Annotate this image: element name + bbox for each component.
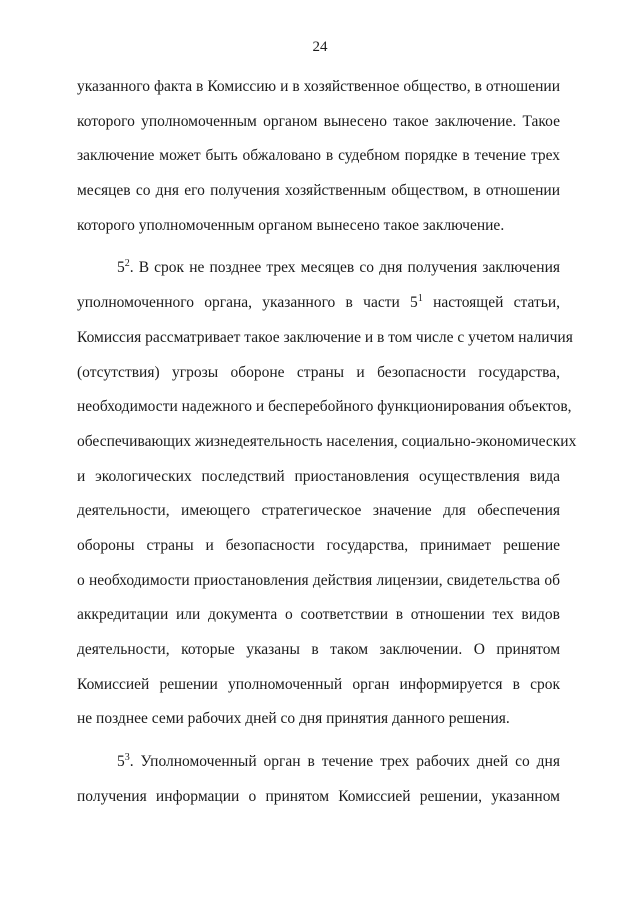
text-line: которого уполномоченным органом вынесено такое заключение. [77, 216, 505, 234]
paragraph-number: 5 [117, 753, 125, 771]
paragraph-number-superscript: 2 [124, 258, 130, 270]
text-line [77, 255, 560, 290]
text-line: деятельности, которые указаны в таком заключении. О принятом [77, 641, 560, 658]
text-line: обеспечивающих жизнедеятельность населения, социально-экономических [77, 432, 577, 450]
document-body [77, 74, 577, 818]
line-text: . В срок не позднее трех месяцев со дня получения заключения [129, 259, 560, 277]
text-line: указанного факта в Комиссию и в хозяйственное общество, в отношении [77, 78, 560, 95]
paragraph-continuation [77, 74, 560, 247]
text-line: о необходимости приостановления действия лицензии, свидетельства об [77, 571, 560, 589]
paragraph-5-2 [77, 255, 577, 741]
paragraph-5-3 [77, 749, 560, 818]
text-line: месяцев со дня его получения хозяйственным обществом, в отношении [77, 182, 560, 200]
reference-superscript: 1 [417, 293, 423, 305]
text-line [77, 749, 560, 784]
line-text: уполномоченного органа, указанного в части 5 [77, 294, 418, 312]
text-line: Комиссия рассматривает такое заключение и в том числе с учетом наличия [77, 328, 573, 346]
text-line [77, 290, 560, 325]
line-text: настоящей статьи, [422, 294, 561, 312]
text-line: не позднее семи рабочих дней со дня принятия данного решения. [77, 710, 510, 728]
text-line: (отсутствия) угрозы обороне страны и безопасности государства, [77, 363, 560, 381]
text-line: обороны страны и безопасности государства, принимает решение [77, 536, 560, 554]
text-line: необходимости надежного и бесперебойного функционирования объектов, [77, 398, 572, 416]
paragraph-number: 5 [117, 259, 125, 277]
paragraph-number-superscript: 3 [124, 752, 130, 764]
line-text: . Уполномоченный орган в течение трех рабочих дней со дня [129, 753, 560, 771]
text-line: Комиссией решении уполномоченный орган информируется в срок [77, 675, 560, 693]
text-line: которого уполномоченным органом вынесено такое заключение. Такое [77, 112, 560, 130]
text-line: заключение может быть обжаловано в судебном порядке в течение трех [77, 147, 560, 165]
text-line: деятельности, имеющего стратегическое значение для обеспечения [77, 502, 560, 520]
text-line: и экологических последствий приостановления осуществления вида [77, 467, 560, 485]
text-line: аккредитации или документа о соответствии в отношении тех видов [77, 606, 560, 624]
page-number: 24 [312, 39, 328, 55]
text-line: получения информации о принятом Комиссией решении, указанном [77, 787, 560, 805]
